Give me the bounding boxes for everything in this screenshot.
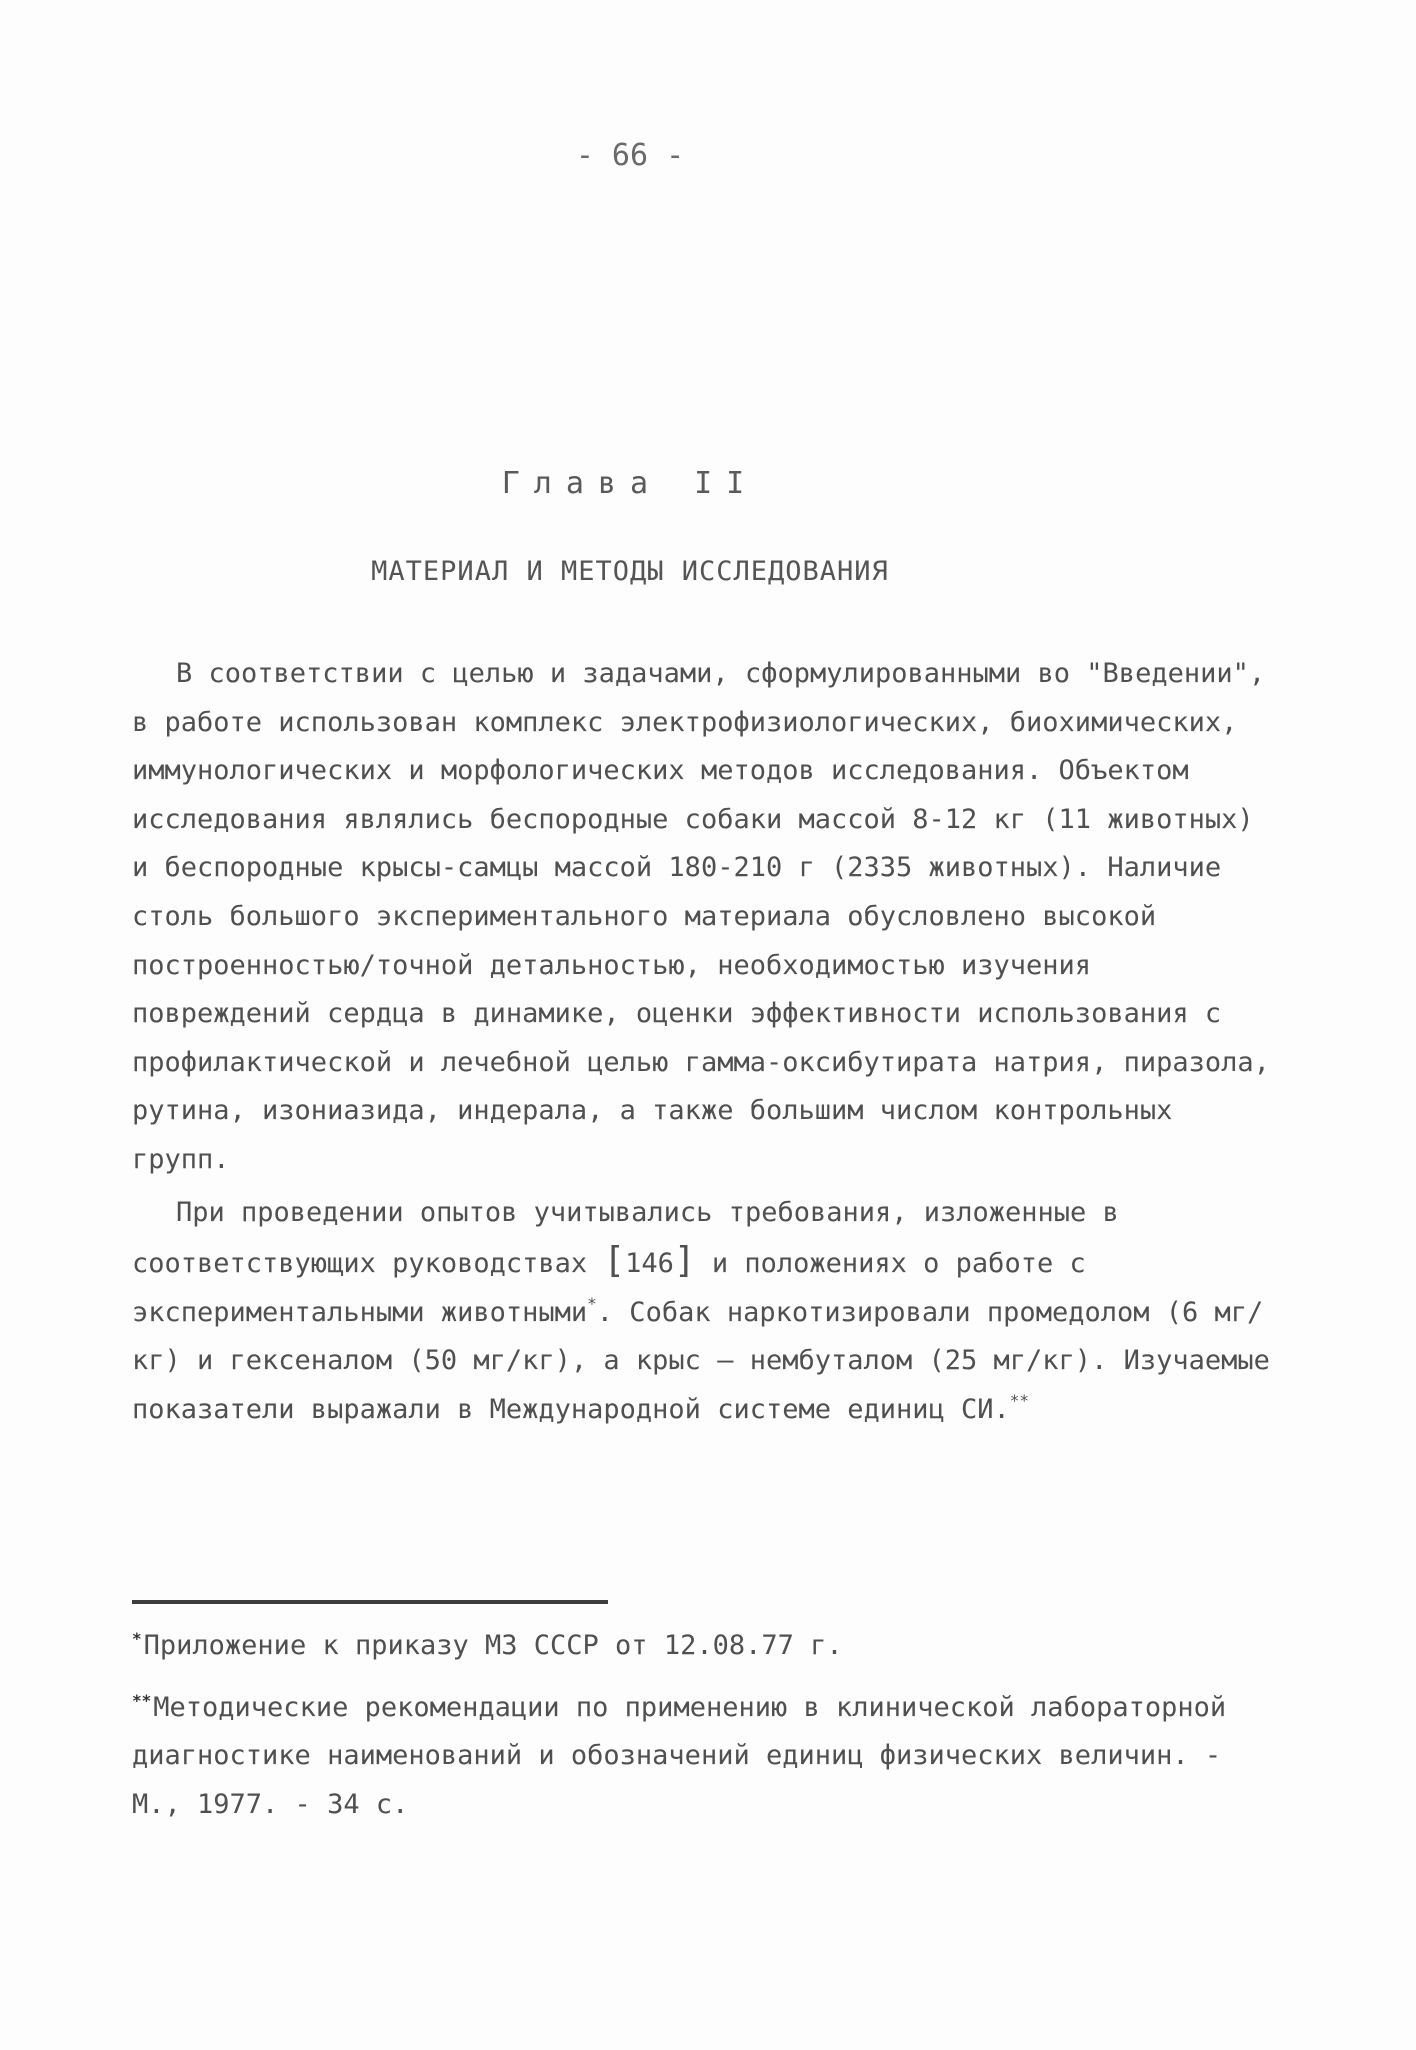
footnote-1-text: Приложение к приказу МЗ СССР от 12.08.77 г. bbox=[143, 1630, 843, 1661]
paragraph-methods-middle: и положениях о работе с экспериментальными животными bbox=[132, 1248, 1086, 1328]
paragraph-materials: В соответствии с целью и задачами, сформулированными во "Введении", в работе использован комплекс электрофизиологических, биохимических, иммунологических и морфологических методов исследования. Объектом исследования являлись беспородные собаки массой 8-12 кг (11 животных) и беспородные крысы-самцы массой 180-210 г (2335 животных). Наличие столь большого экспериментального материала обусловлено высокой построенностью/точной детальностью, необходимостью изучения повреждений сердца в динамике, оценки эффективности использования с профилактической и лечебной целью гамма-оксибутирата натрия, пиразола, рутина, изониазида, индерала, а также большим числом контрольных групп. bbox=[132, 658, 1270, 1175]
paragraph-methods bbox=[132, 1189, 1272, 1435]
footnote-mark-2: ** bbox=[1009, 1390, 1030, 1410]
footnotes bbox=[132, 1615, 1272, 1835]
chapter-title: МАТЕРИАЛ И МЕТОДЫ ИССЛЕДОВАНИЯ bbox=[371, 556, 889, 587]
footnote-2 bbox=[132, 1677, 1272, 1830]
footnote-1-mark: * bbox=[132, 1629, 142, 1648]
page-number: - 66 - bbox=[575, 138, 685, 173]
body-text bbox=[132, 650, 1272, 1435]
footnote-divider bbox=[132, 1600, 608, 1604]
footnote-2-text: Методические рекомендации по применению в клинической лабораторной диагностике наименований и обозначений единиц физических величин. - М., 1977. - 34 с. bbox=[132, 1691, 1227, 1820]
reference-bracket-open: [ bbox=[603, 1240, 626, 1282]
footnote-2-mark: ** bbox=[132, 1690, 152, 1710]
paragraph-methods-start: При проведении опытов учитывались требования, изложенные в соответствующих руководствах bbox=[132, 1196, 1119, 1280]
footnote-1 bbox=[132, 1615, 1272, 1671]
footnote-mark-1: * bbox=[587, 1293, 597, 1313]
reference-bracket-close: ] bbox=[673, 1240, 696, 1282]
paragraph-methods-end: . Собак наркотизировали промедолом (6 мг/кг) и гексеналом (50 мг/кг), а крыс — нембуталом (25 мг/кг). Изучаемые показатели выражали в Международной системе единиц СИ. bbox=[132, 1296, 1270, 1425]
reference-number: 146 bbox=[625, 1248, 674, 1280]
chapter-heading: Глава II bbox=[501, 466, 759, 501]
